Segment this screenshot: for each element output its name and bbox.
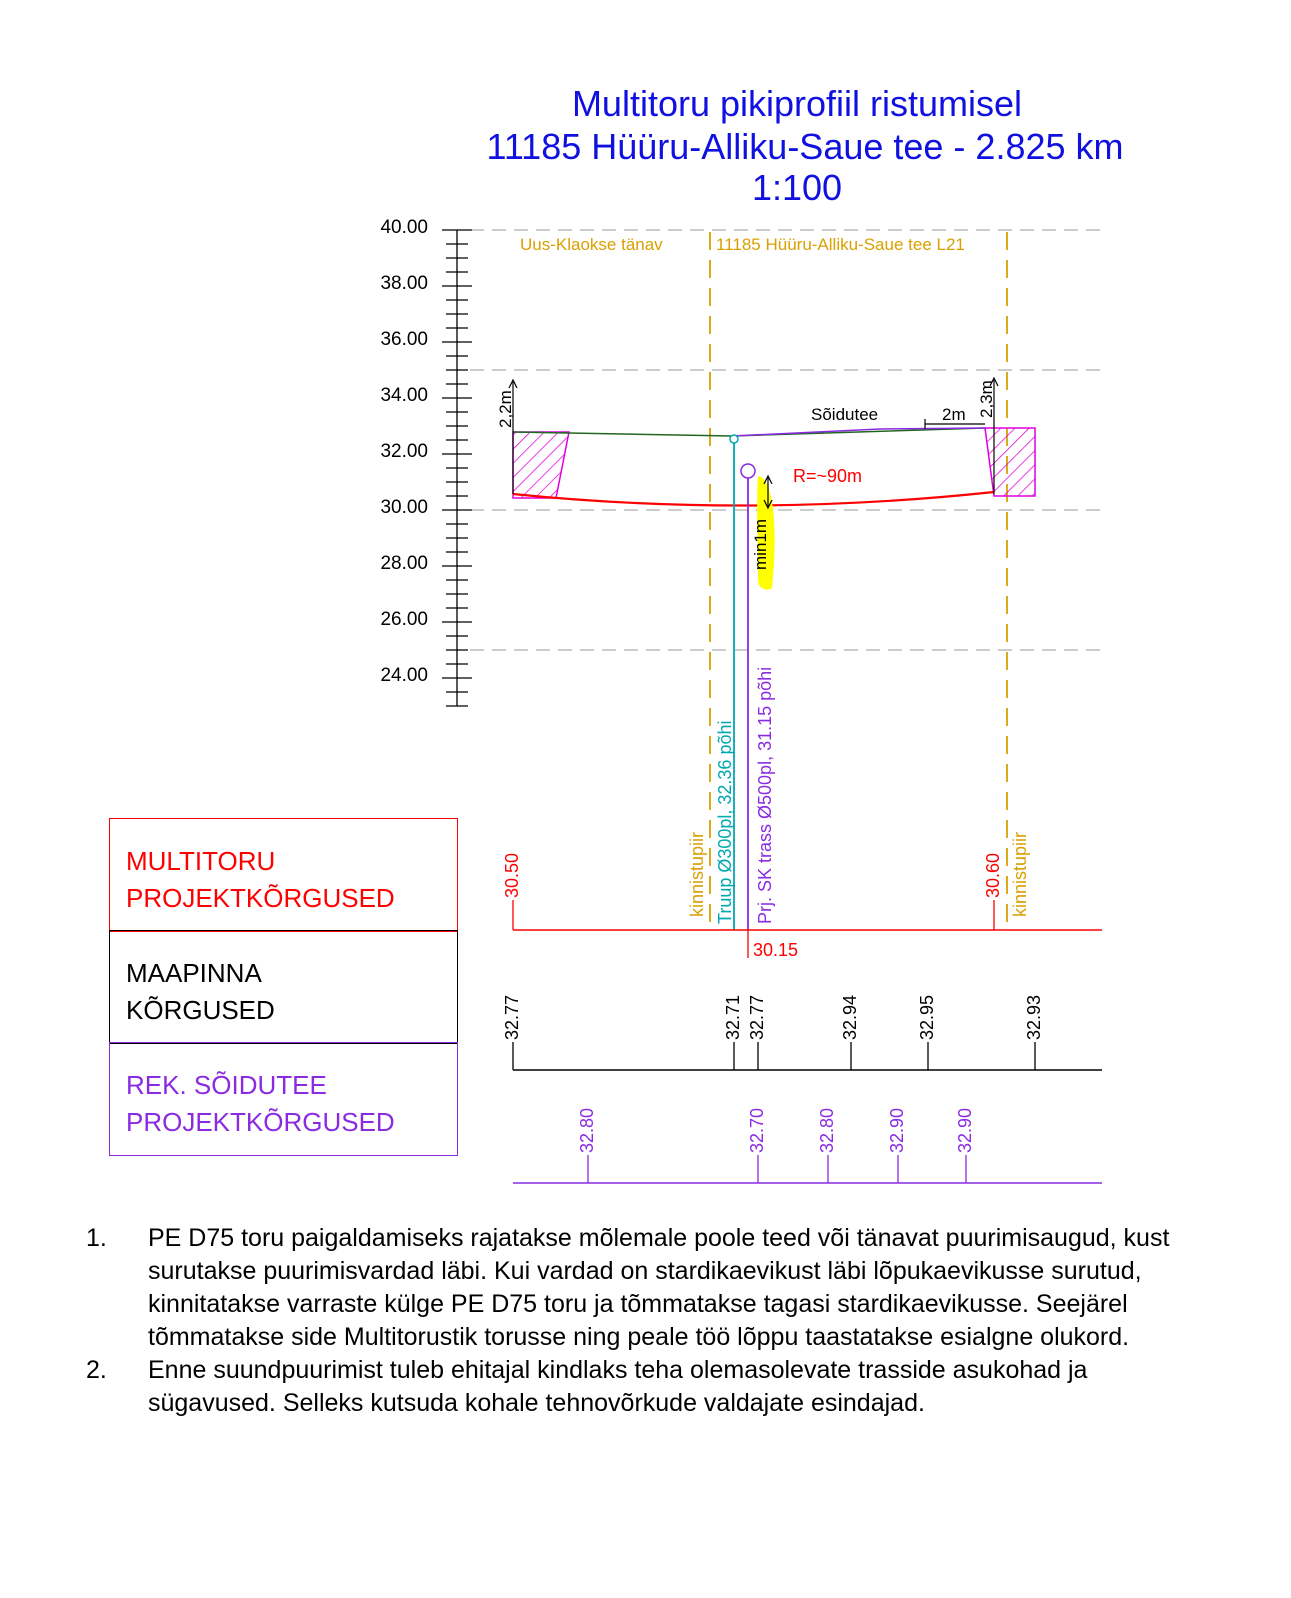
soidutee-value: 32.90 [887, 1107, 907, 1153]
legend-soidutee [109, 1042, 458, 1156]
title-line-3: 1:100 [751, 167, 843, 208]
maapinna-value: 32.77 [502, 994, 522, 1040]
property-right-label: kinnistupiir [1010, 831, 1030, 917]
maapinna-value: 32.71 [723, 994, 743, 1040]
depth-left-label: 2,2m [496, 390, 515, 428]
legend-maapinna [109, 930, 458, 1044]
axis-label: 32.00 [380, 441, 428, 462]
legend-multitoru [109, 818, 458, 932]
soidutee-value: 32.80 [817, 1107, 837, 1153]
soidutee-value: 32.80 [577, 1107, 597, 1153]
legend-maapinna-line2: KÕRGUSED [126, 995, 275, 1025]
axis-label: 30.00 [380, 497, 428, 518]
radius-label: R=~90m [793, 466, 863, 486]
notes-list [86, 1222, 1186, 1420]
legend-soidutee-line1: REK. SÕIDUTEE [126, 1070, 327, 1100]
soidutee-ticks [588, 1155, 966, 1183]
legend-maapinna-line1: MAAPINNA [126, 958, 262, 988]
legend-multitoru-line1: MULTITORU [126, 846, 276, 876]
note-item [86, 1354, 1186, 1420]
axis-label: 36.00 [380, 329, 428, 350]
multitoru-value: 30.60 [983, 852, 1003, 898]
maapinna-value: 32.77 [747, 994, 767, 1040]
culvert-pipe [730, 435, 738, 443]
axis-labels [380, 217, 428, 686]
axis-label: 24.00 [380, 665, 428, 686]
note-number: 1. [86, 1224, 107, 1252]
note-number: 2. [86, 1356, 107, 1384]
multitoru-value: 30.50 [502, 852, 522, 898]
axis-label: 28.00 [380, 553, 428, 574]
multitoru-pipe [513, 492, 994, 506]
start-pit-hatch [513, 432, 569, 498]
maapinna-value: 32.95 [917, 994, 937, 1040]
street-left-label: Uus-Klaokse tänav [520, 235, 663, 254]
title-line-1: Multitoru pikiprofiil ristumisel [571, 83, 1023, 124]
culvert-label: Truup Ø300pl, 32.36 põhi [715, 720, 735, 924]
end-pit-hatch [985, 428, 1035, 496]
note-text: PE D75 toru paigaldamiseks rajatakse mõlemale poole teed või tänavat puurimisaugud, kust surutakse puurimisvardad läbi. Kui vardad on stardikaevikust läbi lõpukaevikusse surutud, kinnitatakse varraste külge PE D75 toru ja tõmmatakse tagasi stardikaevikusse. Seejärel tõmmatakse side Multitorustik torusse ning peale töö lõppu taastatakse esialgne olukord. [148, 1224, 1170, 1351]
note-text: Enne suundpuurimist tuleb ehitajal kindlaks teha olemasolevate trasside asukohad ja sügavused. Selleks kutsuda kohale tehnovõrkude valdajate esindajad. [148, 1356, 1088, 1417]
maapinna-ticks [513, 1042, 1035, 1070]
sewer-pipe [741, 464, 755, 478]
title-line-2: 11185 Hüüru-Alliku-Saue tee - 2.825 km [486, 126, 1124, 167]
maapinna-value: 32.94 [840, 994, 860, 1040]
dimension-2m-label: 2m [942, 405, 966, 424]
legend-soidutee-line2: PROJEKTKÕRGUSED [126, 1107, 395, 1137]
axis-label: 34.00 [380, 385, 428, 406]
axis-label: 38.00 [380, 273, 428, 294]
property-left-label: kinnistupiir [687, 831, 707, 917]
axis-label: 26.00 [380, 609, 428, 630]
soidutee-value: 32.70 [747, 1107, 767, 1153]
axis-label: 40.00 [380, 217, 428, 238]
note-item [86, 1222, 1186, 1354]
maapinna-value: 32.93 [1024, 994, 1044, 1040]
soidutee-value: 32.90 [955, 1107, 975, 1153]
legend-multitoru-line2: PROJEKTKÕRGUSED [126, 883, 395, 913]
sewer-label: Prj. SK trass Ø500pl, 31.15 põhi [755, 666, 775, 924]
multitoru-value: 30.15 [753, 940, 799, 960]
depth-right-label: 2,3m [977, 380, 996, 418]
carriageway-label: Sõidutee [811, 405, 879, 424]
street-right-label: 11185 Hüüru-Alliku-Saue tee L21 [716, 235, 965, 254]
min-depth-label: min1m [751, 518, 770, 570]
